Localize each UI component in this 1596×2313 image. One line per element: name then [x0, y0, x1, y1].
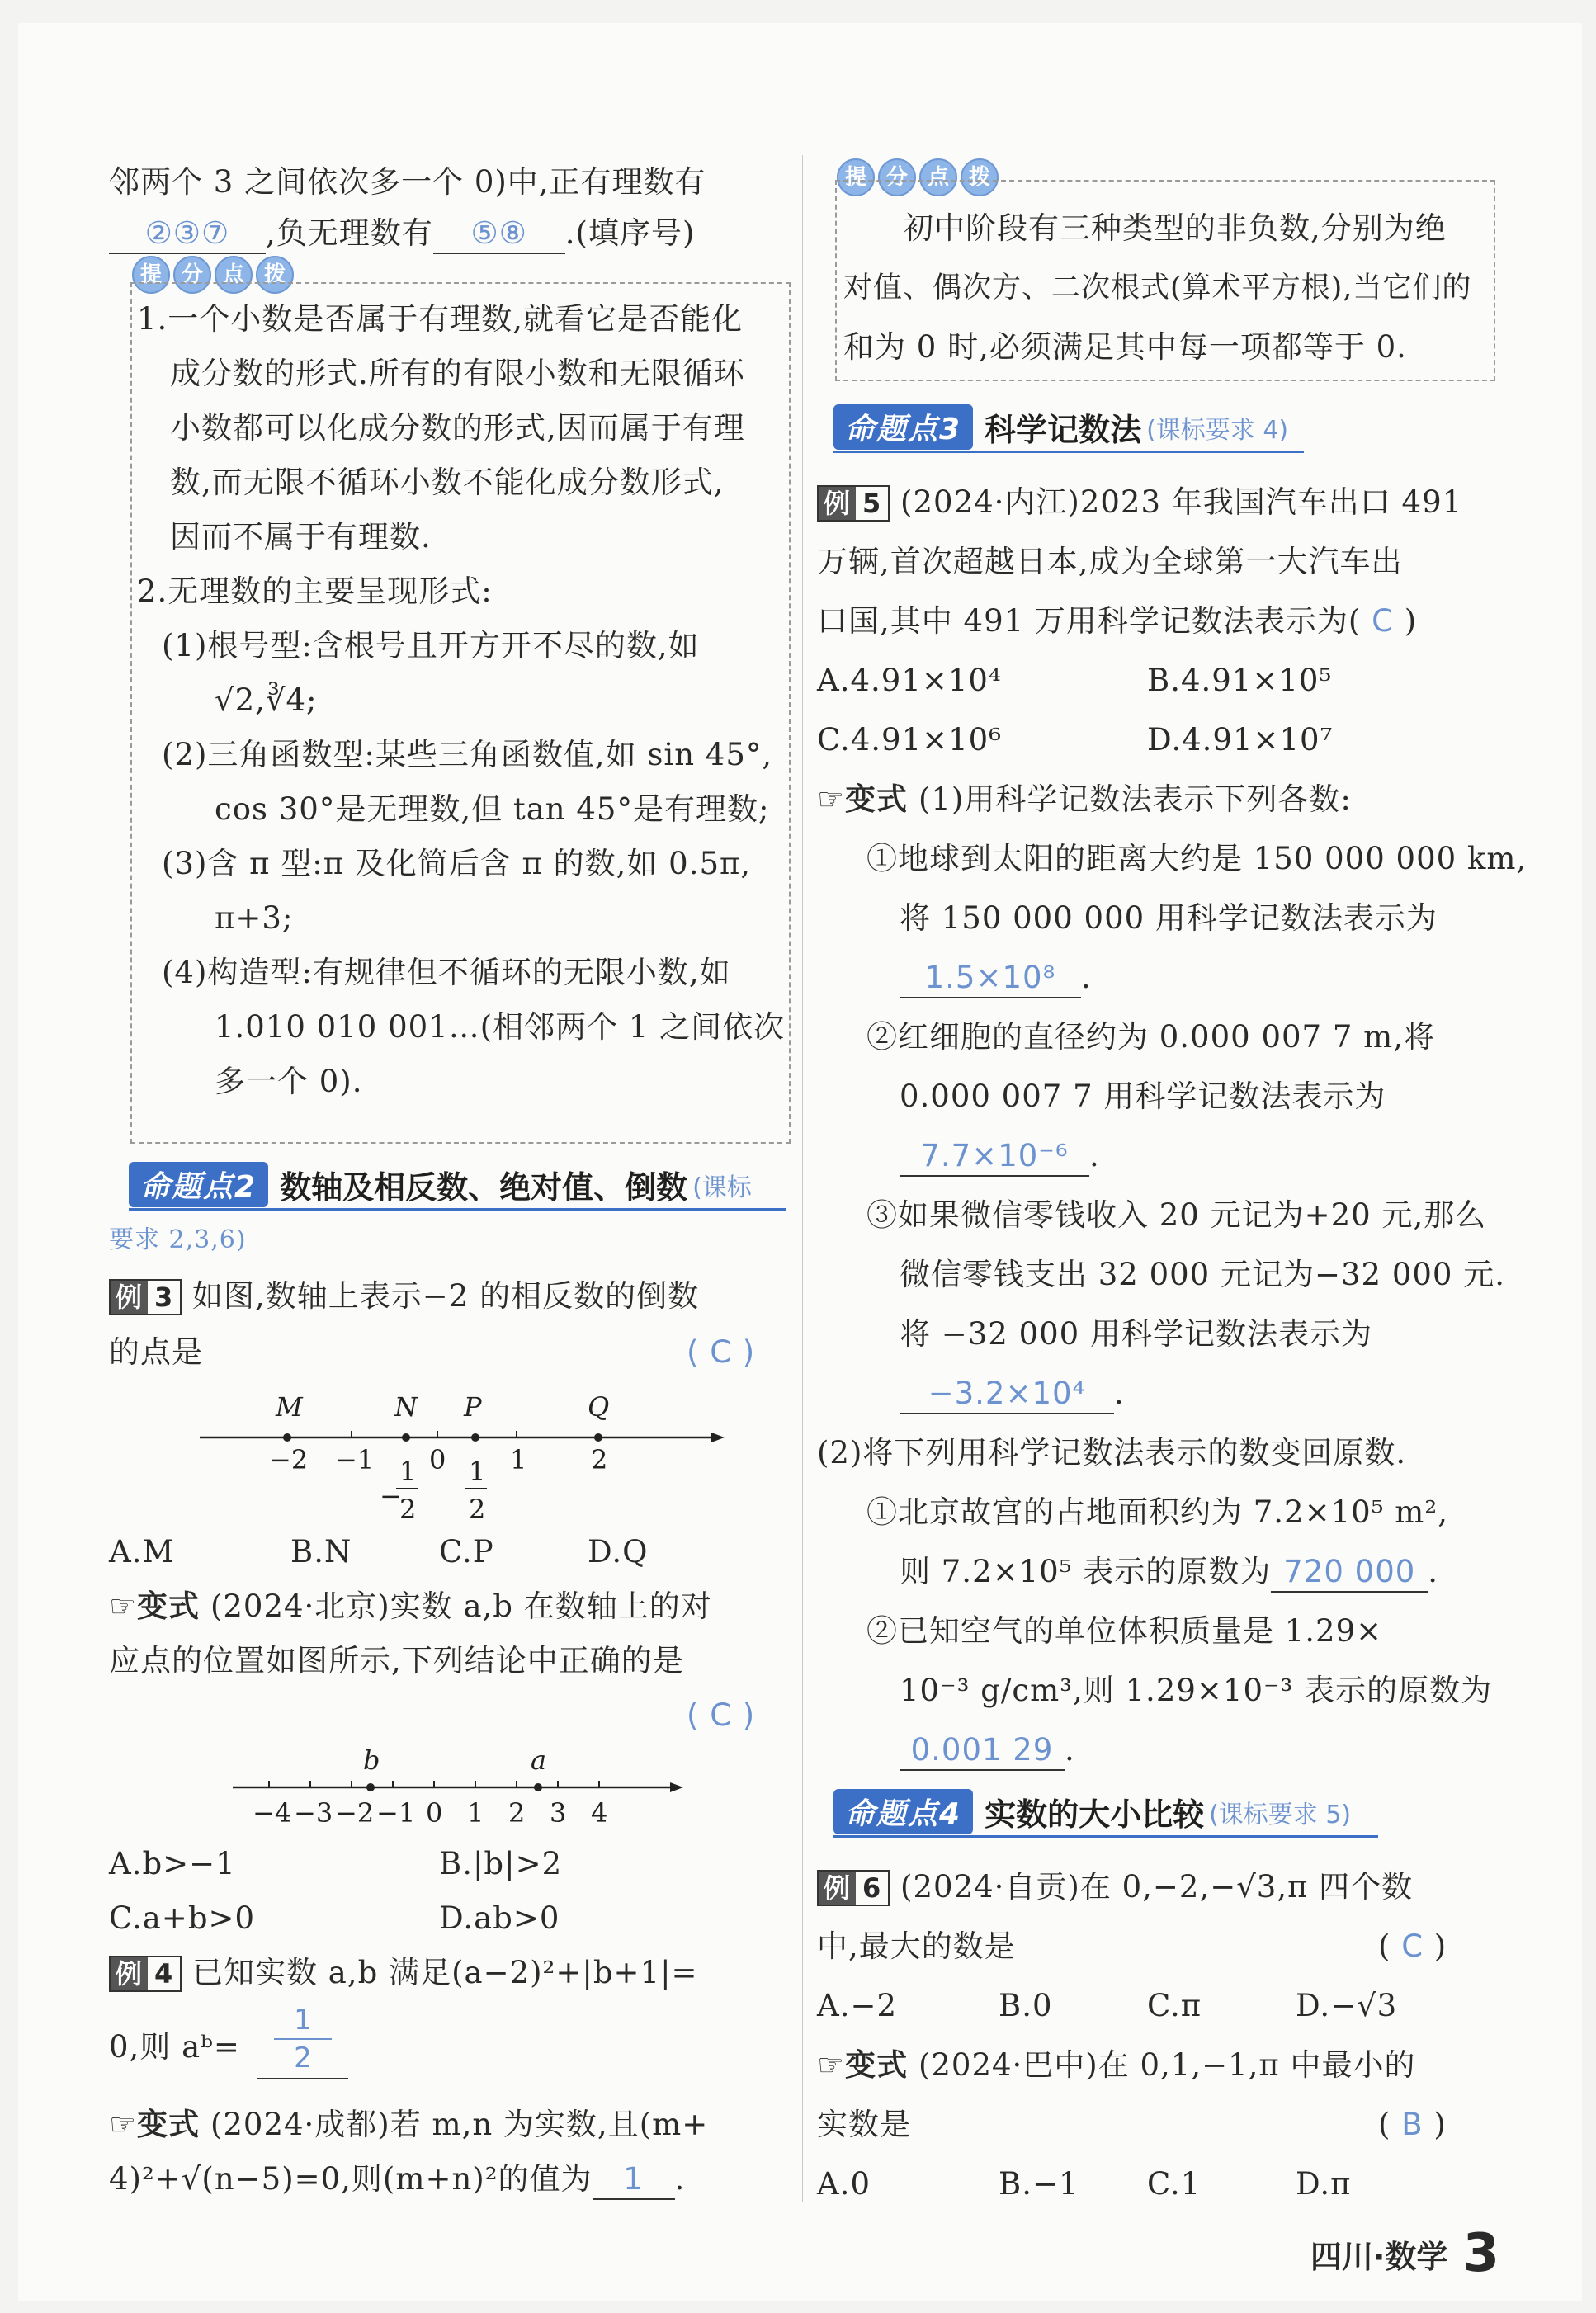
example-label: 例 4 — [109, 1956, 182, 1992]
r2-answer-line: 0.001 29 . — [900, 1731, 1075, 1771]
point-N — [402, 1433, 410, 1442]
example-5-line-3: 口国,其中 491 万用科学记数法表示为( C ) — [817, 603, 1418, 639]
option-B: B.0 — [999, 1988, 1053, 2023]
proposition-tag: 命题点2 — [129, 1162, 268, 1207]
option-D: D.Q — [588, 1534, 649, 1570]
r2-line-1: ②已知空气的单位体积质量是 1.29× — [866, 1613, 1383, 1649]
footer-subject: 四川·数学 — [1310, 2238, 1448, 2275]
option-D: D.π — [1296, 2166, 1352, 2202]
fraction-numerator: 1 — [294, 2004, 312, 2037]
example-4-line-1 — [109, 1954, 698, 1992]
option-D: D.4.91×10⁷ — [1147, 722, 1334, 758]
tip-line: (4)构造型:有规律但不循环的无限小数,如 — [162, 955, 731, 990]
tip-line: 1.010 010 001…(相邻两个 1 之间依次 — [215, 1009, 786, 1045]
q3-answer-line: −3.2×10⁴ . — [900, 1375, 1125, 1414]
option-D: D.−√3 — [1296, 1988, 1398, 2023]
intro-line-1: 邻两个 3 之间依次多一个 0)中,正有理数有 — [109, 164, 706, 200]
option-A: A.0 — [817, 2166, 871, 2202]
q3-line-3: 将 −32 000 用科学记数法表示为 — [900, 1316, 1372, 1352]
tip-line: (3)含 π 型:π 及化简后含 π 的数,如 0.5π, — [162, 846, 752, 881]
example-label: 例 3 — [109, 1279, 182, 1315]
header-underline — [833, 1835, 1378, 1838]
variant-label: ☞变式 — [109, 1588, 201, 1624]
example-3-line-2: 的点是 — [109, 1334, 203, 1370]
tick-neg1: −1 — [335, 1444, 375, 1475]
tick-half-den: 2 — [469, 1494, 486, 1525]
example-5-text: (2024·内江)2023 年我国汽车出口 491 — [900, 484, 1463, 520]
tip-badge-char: 点 — [215, 256, 253, 294]
example-3-text: 如图,数轴上表示−2 的相反数的倒数 — [192, 1278, 700, 1314]
q1-line-1: ①地球到太阳的距离大约是 150 000 000 km, — [866, 841, 1528, 876]
tip-line: 对值、偶次方、二次根式(算术平方根),当它们的 — [843, 271, 1472, 304]
tick-half-num: 1 — [469, 1456, 486, 1487]
example-label: 例 5 — [817, 485, 890, 522]
proposition-point-3-header — [833, 404, 1288, 450]
option-B: B.|b|>2 — [439, 1846, 563, 1881]
variant-1-line-1: ☞变式 (2024·北京)实数 a,b 在数轴上的对 — [109, 1588, 712, 1624]
example-6-line-2: 中,最大的数是 — [817, 1928, 1016, 1964]
option-B: B.N — [290, 1534, 352, 1570]
tip-line: (1)根号型:含根号且开方开不尽的数,如 — [162, 628, 700, 663]
tick-1: 1 — [510, 1444, 527, 1475]
tick: 3 — [550, 1797, 567, 1829]
option-A: A.−2 — [817, 1988, 898, 2023]
number-line-1-svg — [200, 1376, 728, 1541]
q1-line-2: 将 150 000 000 用科学记数法表示为 — [900, 900, 1438, 936]
example-5-line-1 — [817, 484, 1462, 522]
part-2-heading: (2)将下列用科学记数法表示的数变回原数. — [817, 1435, 1407, 1470]
tip-badge-char: 分 — [878, 158, 916, 196]
label-a: a — [531, 1744, 547, 1776]
answer-blank-negative-irrational: ⑤⑧ — [433, 215, 565, 254]
example-3-line-1 — [109, 1277, 699, 1315]
example-5-line-2: 万辆,首次超越日本,成为全球第一大汽车出 — [817, 544, 1403, 579]
example-4-text: 已知实数 a,b 满足(a−2)²+|b+1|= — [192, 1955, 698, 1990]
point-b — [366, 1783, 375, 1791]
page-footer — [1310, 2223, 1499, 2284]
tick: −4 — [253, 1797, 292, 1829]
variant-4-line-1: ☞变式 (2024·巴中)在 0,1,−1,π 中最小的 — [817, 2047, 1416, 2083]
q1-answer-line: 1.5×10⁸ . — [900, 959, 1092, 998]
option-A: A.M — [109, 1534, 175, 1570]
tip-line: 小数都可以化成分数的形式,因而属于有理 — [170, 410, 745, 446]
option-C: C.a+b>0 — [109, 1900, 256, 1936]
tick-neg-half-num: 1 — [399, 1456, 417, 1487]
variant-4-line-2: 实数是 — [817, 2107, 911, 2142]
tick: −1 — [376, 1797, 416, 1829]
proposition-title: 数轴及相反数、绝对值、倒数 — [280, 1169, 688, 1206]
r1-line-2: 则 7.2×10⁵ 表示的原数为 720 000 . — [900, 1553, 1438, 1593]
proposition-title: 科学记数法 — [985, 412, 1142, 448]
r1-answer: 720 000 — [1271, 1553, 1428, 1593]
tip-badge-char: 拨 — [961, 158, 999, 196]
point-Q — [594, 1433, 602, 1442]
proposition-tag: 命题点3 — [833, 404, 973, 450]
tip-line: 和为 0 时,必须满足其中每一项都等于 0. — [843, 329, 1407, 365]
variant-1-line-2: 应点的位置如图所示,下列结论中正确的是 — [109, 1643, 684, 1678]
tip-line: √2,∛4; — [215, 682, 318, 718]
example-6-line-1 — [817, 1868, 1413, 1906]
intro-line-2 — [109, 215, 695, 254]
option-B: B.−1 — [999, 2166, 1079, 2202]
variant-label: ☞变式 — [109, 2107, 201, 2142]
variant-2-line-2: 4)²+√(n−5)=0,则(m+n)²的值为 1 . — [109, 2160, 685, 2200]
example-6-answer: ( C ) — [1378, 1928, 1447, 1964]
proposition-point-2-header — [129, 1162, 752, 1207]
example-5-answer: C — [1372, 603, 1394, 639]
option-D: D.ab>0 — [439, 1900, 560, 1936]
option-B: B.4.91×10⁵ — [1147, 663, 1333, 698]
point-M — [283, 1433, 291, 1442]
proposition-title: 实数的大小比较 — [985, 1796, 1205, 1833]
tip-line: 1.一个小数是否属于有理数,就看它是否能化 — [137, 301, 744, 337]
proposition-point-4-header — [833, 1789, 1351, 1834]
curriculum-requirement: (课标 — [692, 1173, 752, 1202]
tick-neg-half-den: 2 — [399, 1494, 417, 1525]
q2-line-2: 0.000 007 7 用科学记数法表示为 — [900, 1079, 1386, 1114]
example-4-line-2: 0,则 aᵇ= — [109, 2029, 240, 2065]
example-3-answer: ( C ) — [687, 1334, 756, 1370]
tip-badge-char: 提 — [132, 256, 170, 294]
example-6-text: (2024·自贡)在 0,−2,−√3,π 四个数 — [900, 1869, 1414, 1905]
tick: 1 — [467, 1797, 484, 1829]
example-label: 例 6 — [817, 1870, 890, 1906]
answer-underline — [257, 2078, 348, 2079]
curriculum-requirement-cont: 要求 2,3,6) — [109, 1225, 247, 1254]
tip-badge-char: 提 — [837, 158, 875, 196]
label-P: P — [464, 1391, 482, 1423]
tick: 2 — [508, 1797, 526, 1829]
point-P — [471, 1433, 479, 1442]
variant-2-line-1: ☞变式 (2024·成都)若 m,n 为实数,且(m+ — [109, 2107, 709, 2142]
option-C: C.1 — [1147, 2166, 1202, 2202]
label-b: b — [363, 1744, 380, 1776]
example-4-answer-fraction — [257, 2004, 348, 2079]
q1-answer: 1.5×10⁸ — [900, 959, 1081, 998]
label-M: M — [276, 1391, 303, 1423]
variant-1-answer: ( C ) — [687, 1697, 756, 1733]
q3-line-1: ③如果微信零钱收入 20 元记为+20 元,那么 — [866, 1197, 1487, 1233]
q3-answer: −3.2×10⁴ — [900, 1375, 1114, 1414]
number-line-2 — [233, 1739, 695, 1842]
tip-line: 成分数的形式.所有的有限小数和无限循环 — [170, 356, 745, 391]
tip-line: 2.无理数的主要呈现形式: — [137, 574, 493, 609]
curriculum-requirement: (课标要求 4) — [1146, 415, 1289, 445]
tip-line: π+3; — [215, 900, 294, 936]
variant-label: ☞变式 — [817, 2047, 909, 2083]
header-underline — [833, 451, 1304, 453]
tip-badge-char: 分 — [173, 256, 211, 294]
tick-neg2: −2 — [269, 1444, 309, 1475]
option-C: C.4.91×10⁶ — [817, 722, 1003, 758]
tick: 4 — [591, 1797, 608, 1829]
option-C: C.π — [1147, 1988, 1202, 2023]
tip-badge-char: 拨 — [256, 256, 294, 294]
header-underline — [129, 1208, 786, 1211]
tip-box-left — [130, 282, 791, 1144]
workbook-page — [18, 23, 1582, 2301]
tick: −2 — [335, 1797, 375, 1829]
fraction-bar — [274, 2038, 332, 2040]
tip-line: 初中阶段有三种类型的非负数,分别为绝 — [903, 210, 1447, 246]
point-a — [534, 1783, 542, 1791]
option-A: A.b>−1 — [109, 1846, 236, 1881]
page-number: 3 — [1462, 2223, 1499, 2284]
variant-label: ☞变式 — [817, 781, 909, 817]
option-A: A.4.91×10⁴ — [817, 663, 1002, 698]
fraction-denominator: 2 — [294, 2042, 312, 2075]
number-line-2-svg — [233, 1739, 695, 1839]
tip-badge-char: 点 — [919, 158, 957, 196]
intro-text: ,负无理数有 — [266, 215, 433, 251]
tip-line: 因而不属于有理数. — [170, 519, 432, 555]
number-line-1 — [200, 1376, 728, 1545]
option-C: C.P — [439, 1534, 494, 1570]
column-divider — [802, 155, 803, 2202]
q2-line-1: ②红细胞的直径约为 0.000 007 7 m,将 — [866, 1019, 1435, 1055]
tip-line: (2)三角函数型:某些三角函数值,如 sin 45°, — [162, 737, 773, 772]
tip-line: 多一个 0). — [215, 1064, 363, 1099]
tick: −3 — [294, 1797, 333, 1829]
tick-0: 0 — [429, 1444, 446, 1475]
label-Q: Q — [588, 1391, 610, 1423]
q2-answer: 7.7×10⁻⁶ — [900, 1137, 1089, 1177]
tip-line: 数,而无限不循环小数不能化成分数形式, — [170, 465, 725, 500]
tip-line: cos 30°是无理数,但 tan 45°是有理数; — [215, 791, 770, 827]
proposition-tag: 命题点4 — [833, 1789, 973, 1834]
tick-2: 2 — [591, 1444, 608, 1475]
label-N: N — [394, 1391, 418, 1423]
variant-3-line-1: ☞变式 (1)用科学记数法表示下列各数: — [817, 781, 1352, 817]
answer-blank-positive-rational: ②③⑦ — [109, 215, 266, 254]
tick-neg-half-sign: − — [380, 1480, 402, 1512]
tick: 0 — [426, 1797, 443, 1829]
curriculum-requirement: (课标要求 5) — [1209, 1800, 1352, 1829]
variant-2-answer: 1 — [593, 2160, 675, 2200]
r2-answer: 0.001 29 — [900, 1731, 1065, 1771]
tip-box-right — [835, 180, 1495, 381]
q3-line-2: 微信零钱支出 32 000 元记为−32 000 元. — [900, 1257, 1505, 1292]
q2-answer-line: 7.7×10⁻⁶ . — [900, 1137, 1100, 1177]
r1-line-1: ①北京故宫的占地面积约为 7.2×10⁵ m², — [866, 1494, 1448, 1530]
variant-4-answer: ( B ) — [1378, 2107, 1447, 2142]
intro-text-end: .(填序号) — [564, 215, 696, 251]
r2-line-2: 10⁻³ g/cm³,则 1.29×10⁻³ 表示的原数为 — [900, 1673, 1493, 1708]
